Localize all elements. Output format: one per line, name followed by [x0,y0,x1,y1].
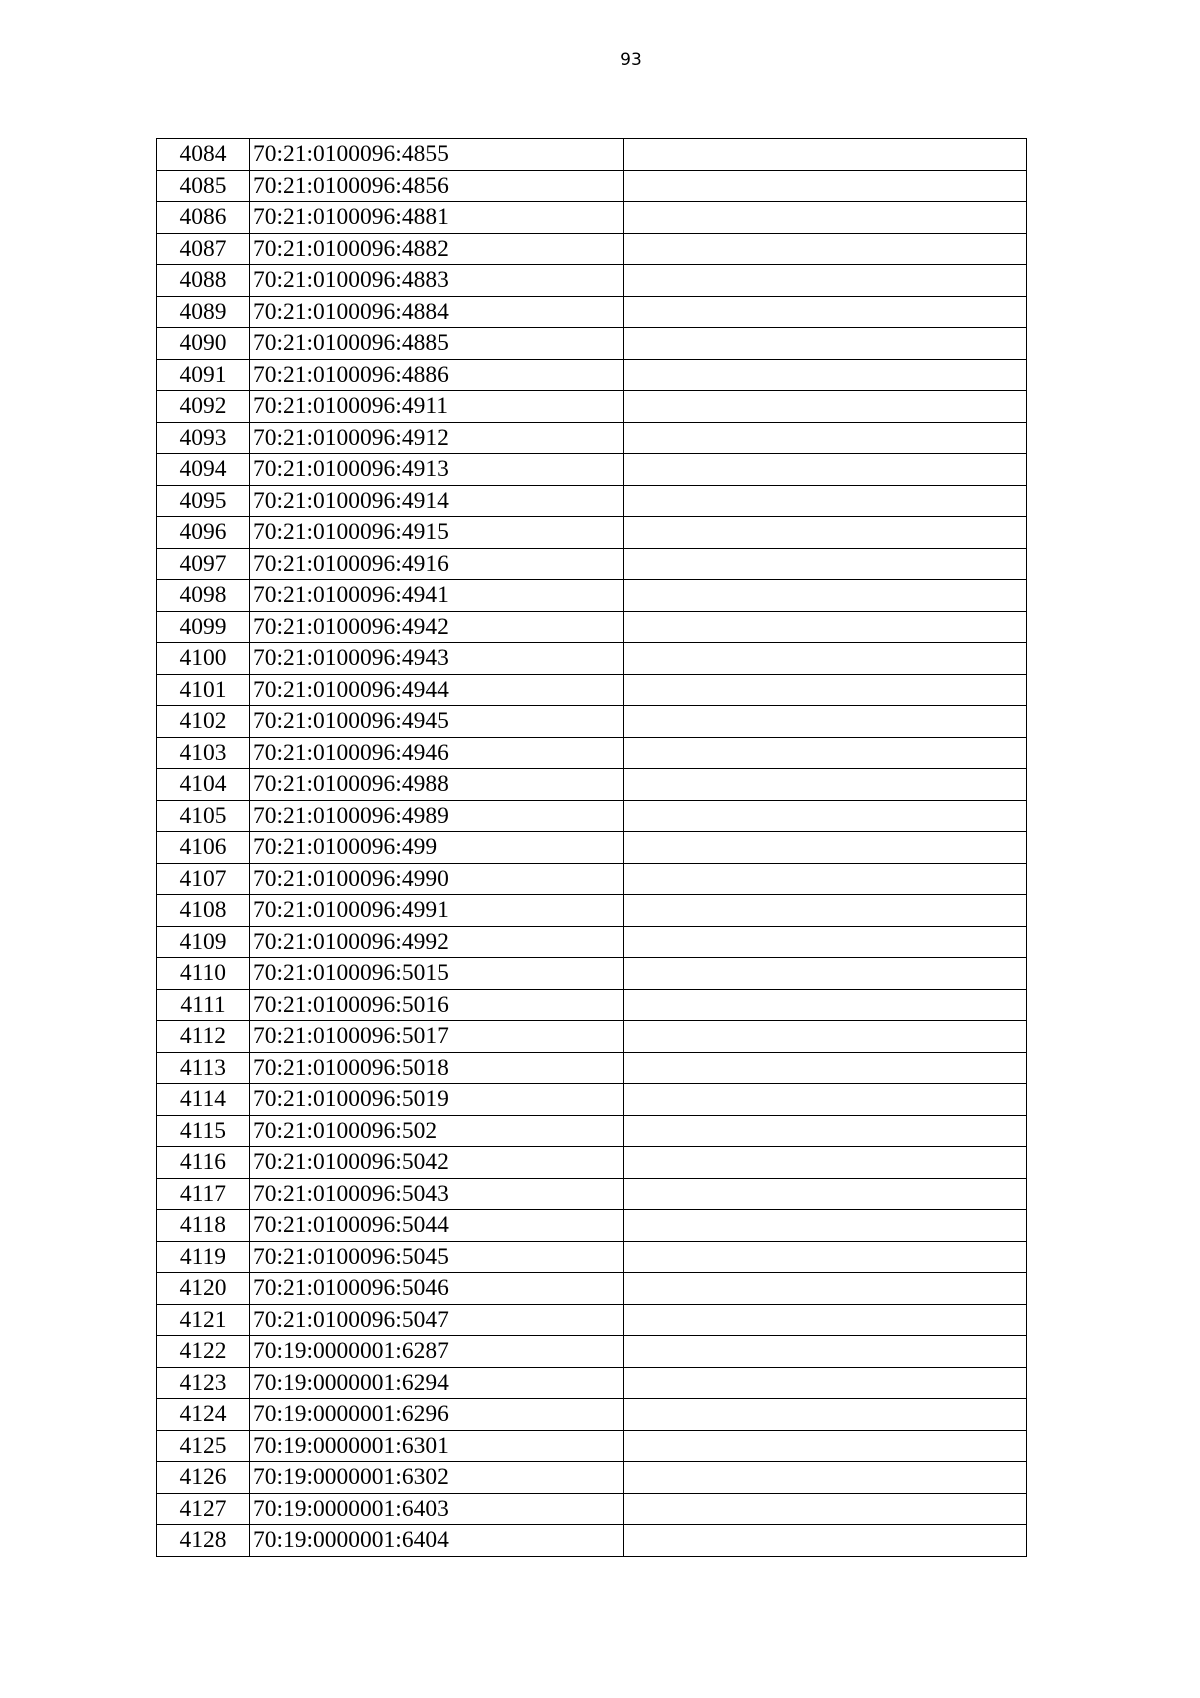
table-row [157,706,1027,738]
empty-cell [624,1147,1027,1179]
row-number-cell: 4093 [157,422,250,454]
row-number-cell: 4098 [157,580,250,612]
cadastral-number-cell: 70:21:0100096:4886 [250,359,624,391]
row-number-cell: 4122 [157,1336,250,1368]
table-row [157,1021,1027,1053]
row-number-cell: 4118 [157,1210,250,1242]
row-number-cell: 4125 [157,1430,250,1462]
table-row [157,1430,1027,1462]
cadastral-number-cell: 70:21:0100096:4992 [250,926,624,958]
empty-cell [624,517,1027,549]
cadastral-number-cell: 70:21:0100096:5017 [250,1021,624,1053]
row-number-cell: 4086 [157,202,250,234]
empty-cell [624,1178,1027,1210]
table-row [157,1052,1027,1084]
empty-cell [624,674,1027,706]
row-number-cell: 4108 [157,895,250,927]
row-number-cell: 4105 [157,800,250,832]
row-number-cell: 4087 [157,233,250,265]
empty-cell [624,1084,1027,1116]
empty-cell [624,454,1027,486]
cadastral-number-cell: 70:21:0100096:5043 [250,1178,624,1210]
empty-cell [624,1399,1027,1431]
empty-cell [624,1273,1027,1305]
empty-cell [624,926,1027,958]
row-number-cell: 4106 [157,832,250,864]
empty-cell [624,989,1027,1021]
empty-cell [624,265,1027,297]
empty-cell [624,1115,1027,1147]
empty-cell [624,1430,1027,1462]
row-number-cell: 4102 [157,706,250,738]
empty-cell [624,769,1027,801]
table-row [157,769,1027,801]
row-number-cell: 4094 [157,454,250,486]
table-row [157,454,1027,486]
empty-cell [624,1210,1027,1242]
row-number-cell: 4092 [157,391,250,423]
row-number-cell: 4089 [157,296,250,328]
table-row [157,1084,1027,1116]
table-row [157,1210,1027,1242]
table-row [157,139,1027,171]
table-row [157,800,1027,832]
empty-cell [624,800,1027,832]
row-number-cell: 4119 [157,1241,250,1273]
empty-cell [624,359,1027,391]
cadastral-number-cell: 70:21:0100096:4913 [250,454,624,486]
cadastral-number-cell: 70:19:0000001:6294 [250,1367,624,1399]
empty-cell [624,1052,1027,1084]
table-row [157,1525,1027,1557]
table-row [157,926,1027,958]
cadastral-number-cell: 70:19:0000001:6302 [250,1462,624,1494]
cadastral-number-cell: 70:21:0100096:4989 [250,800,624,832]
row-number-cell: 4090 [157,328,250,360]
table-row [157,643,1027,675]
row-number-cell: 4128 [157,1525,250,1557]
cadastral-number-cell: 70:21:0100096:4916 [250,548,624,580]
table-row [157,1147,1027,1179]
row-number-cell: 4117 [157,1178,250,1210]
empty-cell [624,170,1027,202]
cadastral-number-cell: 70:21:0100096:4942 [250,611,624,643]
row-number-cell: 4096 [157,517,250,549]
table-row [157,863,1027,895]
cadastral-number-cell: 70:21:0100096:4881 [250,202,624,234]
row-number-cell: 4088 [157,265,250,297]
table-row [157,1178,1027,1210]
empty-cell [624,202,1027,234]
cadastral-number-cell: 70:21:0100096:4941 [250,580,624,612]
table-row [157,296,1027,328]
cadastral-number-cell: 70:21:0100096:4911 [250,391,624,423]
row-number-cell: 4085 [157,170,250,202]
row-number-cell: 4101 [157,674,250,706]
table-row [157,958,1027,990]
empty-cell [624,895,1027,927]
empty-cell [624,328,1027,360]
empty-cell [624,863,1027,895]
row-number-cell: 4097 [157,548,250,580]
empty-cell [624,611,1027,643]
cadastral-number-cell: 70:19:0000001:6301 [250,1430,624,1462]
cadastral-number-cell: 70:21:0100096:5019 [250,1084,624,1116]
table-row [157,989,1027,1021]
table-row [157,485,1027,517]
cadastral-number-cell: 70:21:0100096:5045 [250,1241,624,1273]
cadastral-number-cell: 70:21:0100096:4943 [250,643,624,675]
empty-cell [624,706,1027,738]
empty-cell [624,422,1027,454]
table-row [157,1399,1027,1431]
row-number-cell: 4095 [157,485,250,517]
cadastral-number-cell: 70:21:0100096:4915 [250,517,624,549]
table-row [157,517,1027,549]
cadastral-number-cell: 70:21:0100096:4945 [250,706,624,738]
empty-cell [624,296,1027,328]
cadastral-number-cell: 70:21:0100096:502 [250,1115,624,1147]
row-number-cell: 4103 [157,737,250,769]
row-number-cell: 4115 [157,1115,250,1147]
cadastral-number-cell: 70:21:0100096:5046 [250,1273,624,1305]
cadastral-number-cell: 70:19:0000001:6403 [250,1493,624,1525]
cadastral-number-cell: 70:21:0100096:4883 [250,265,624,297]
empty-cell [624,580,1027,612]
table-row [157,359,1027,391]
table-row [157,422,1027,454]
cadastral-number-cell: 70:19:0000001:6404 [250,1525,624,1557]
empty-cell [624,1462,1027,1494]
row-number-cell: 4124 [157,1399,250,1431]
empty-cell [624,233,1027,265]
cadastral-number-cell: 70:21:0100096:4914 [250,485,624,517]
cadastral-number-cell: 70:21:0100096:4946 [250,737,624,769]
empty-cell [624,1336,1027,1368]
cadastral-number-cell: 70:19:0000001:6287 [250,1336,624,1368]
row-number-cell: 4099 [157,611,250,643]
cadastral-number-cell: 70:21:0100096:5015 [250,958,624,990]
cadastral-number-cell: 70:21:0100096:4882 [250,233,624,265]
empty-cell [624,737,1027,769]
row-number-cell: 4084 [157,139,250,171]
table-row [157,674,1027,706]
cadastral-number-cell: 70:19:0000001:6296 [250,1399,624,1431]
row-number-cell: 4110 [157,958,250,990]
row-number-cell: 4104 [157,769,250,801]
row-number-cell: 4113 [157,1052,250,1084]
empty-cell [624,832,1027,864]
registry-table-body [157,139,1027,1557]
table-row [157,737,1027,769]
page-number: 93 [620,50,642,70]
row-number-cell: 4127 [157,1493,250,1525]
table-row [157,1367,1027,1399]
table-row [157,1115,1027,1147]
table-row [157,265,1027,297]
cadastral-number-cell: 70:21:0100096:4885 [250,328,624,360]
table-row [157,548,1027,580]
cadastral-number-cell: 70:21:0100096:4991 [250,895,624,927]
table-row [157,233,1027,265]
registry-table [156,138,1027,1557]
table-row [157,1304,1027,1336]
cadastral-number-cell: 70:21:0100096:4855 [250,139,624,171]
cadastral-number-cell: 70:21:0100096:5042 [250,1147,624,1179]
table-row [157,1336,1027,1368]
row-number-cell: 4100 [157,643,250,675]
cadastral-number-cell: 70:21:0100096:4884 [250,296,624,328]
cadastral-number-cell: 70:21:0100096:5018 [250,1052,624,1084]
empty-cell [624,958,1027,990]
cadastral-number-cell: 70:21:0100096:4990 [250,863,624,895]
table-row [157,1462,1027,1494]
table-row [157,611,1027,643]
cadastral-number-cell: 70:21:0100096:4912 [250,422,624,454]
cadastral-number-cell: 70:21:0100096:4988 [250,769,624,801]
empty-cell [624,548,1027,580]
row-number-cell: 4126 [157,1462,250,1494]
row-number-cell: 4107 [157,863,250,895]
empty-cell [624,1021,1027,1053]
table-row [157,1273,1027,1305]
table-row [157,328,1027,360]
row-number-cell: 4114 [157,1084,250,1116]
empty-cell [624,1241,1027,1273]
empty-cell [624,643,1027,675]
table-row [157,391,1027,423]
row-number-cell: 4109 [157,926,250,958]
empty-cell [624,1525,1027,1557]
empty-cell [624,139,1027,171]
empty-cell [624,391,1027,423]
table-row [157,1493,1027,1525]
table-row [157,170,1027,202]
cadastral-number-cell: 70:21:0100096:5047 [250,1304,624,1336]
row-number-cell: 4111 [157,989,250,1021]
row-number-cell: 4121 [157,1304,250,1336]
empty-cell [624,485,1027,517]
cadastral-number-cell: 70:21:0100096:5016 [250,989,624,1021]
cadastral-number-cell: 70:21:0100096:499 [250,832,624,864]
row-number-cell: 4123 [157,1367,250,1399]
row-number-cell: 4112 [157,1021,250,1053]
table-row [157,832,1027,864]
empty-cell [624,1493,1027,1525]
empty-cell [624,1367,1027,1399]
row-number-cell: 4091 [157,359,250,391]
table-row [157,1241,1027,1273]
cadastral-number-cell: 70:21:0100096:4856 [250,170,624,202]
cadastral-number-cell: 70:21:0100096:4944 [250,674,624,706]
table-row [157,202,1027,234]
table-row [157,895,1027,927]
empty-cell [624,1304,1027,1336]
row-number-cell: 4116 [157,1147,250,1179]
row-number-cell: 4120 [157,1273,250,1305]
table-row [157,580,1027,612]
cadastral-number-cell: 70:21:0100096:5044 [250,1210,624,1242]
